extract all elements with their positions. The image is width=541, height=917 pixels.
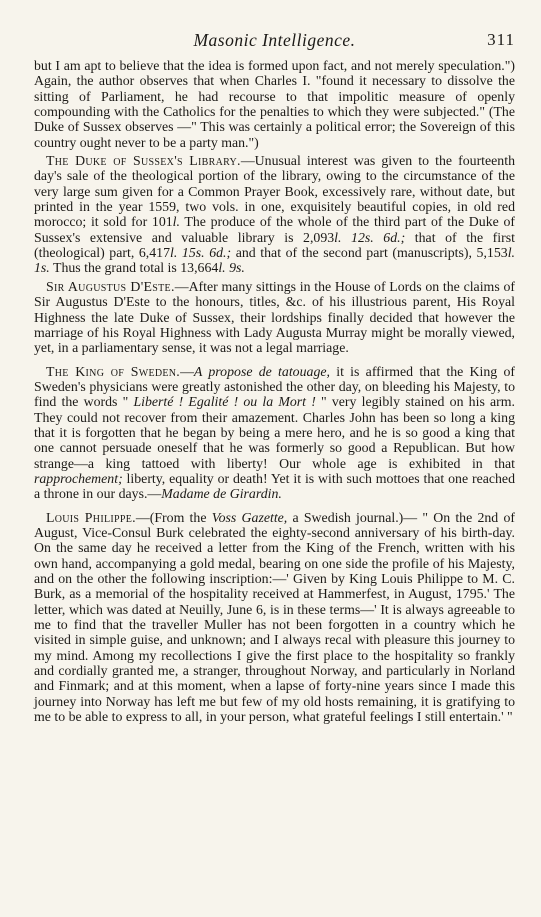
text-run: —Unusual interest was given to the fourteenth day's sale of the theological portion of the library, owing to the circumstance of the very large sum given for a Common Prayer Book, excessively rare, without date, but printed in the year 1559, two vols. in one, exquisitely beautiful copies, in old red morocco; it sold for 101 (34, 153, 516, 230)
article-body (34, 58, 515, 724)
running-title: Masonic Intelligence. (193, 30, 356, 50)
text-run: l. (172, 214, 180, 230)
text-run: A propose de tatouage, (193, 363, 330, 379)
text-run: l. 9s. (218, 260, 245, 276)
text-run: " very legibly stained on his arm. They could not recover from their amazement. Charles John has been so long a king that it is forgotten that he began by being a mere hero, and he is so good a king that one cannot persuade oneself that he was formerly so good a Republican. But how strange—a king tattoed with liberty! Our whole age is exhibited in that (34, 394, 515, 471)
text-run: but I am apt to believe that the idea is formed upon fact, and not merely speculation.") Again, the author observes that when Charles I. "found it necessary to dissolve the sitting of Parliament, he had recourse to that impolitic measure of openly compounding with the Catholics for the penalties to which they were subjected." (The Duke of Sussex observes —" This was certainly a political error; the Sovereign of this country ought never to be a party man.") (34, 58, 515, 150)
text-run: —(From the (135, 509, 212, 525)
text-run: that of the first (theological) part, 6,417 (34, 229, 515, 261)
paragraph-deste (34, 279, 515, 356)
text-run: Voss Gazette, (211, 509, 288, 525)
text-run: it is affirmed that the King of Sweden's physicians were greatly astonished the other day, on bleeding his Majesty, to find the words " (34, 363, 515, 410)
text-run: — (180, 363, 194, 379)
paragraph-continuation (34, 58, 515, 150)
paragraph-louis (34, 510, 515, 725)
text-run: l. 1s. (34, 245, 516, 276)
paragraph-sweden (34, 364, 515, 502)
text-run: Thus the grand total is 13,664 (49, 260, 219, 276)
page-header (34, 30, 515, 52)
text-run: a Swedish journal.)— " On the 2nd of August, Vice-Consul Burk celebrated the eighty-second anniversary of his birth-day. On the same day he received a letter from the King of the French, written with his own hand, accompanying a gold medal, bearing on one side the profile of his Majesty, and on the other the following inscription:—' Given by King Louis Philippe to M. C. Burk, as a memorial of the hospitality received at Hammerfest, in August, 1795.' The letter, which was dated at Neuilly, June 6, is in these terms—' It is always agreeable to me to find that the traveller Muller has not been forgotten in a country which he visited in simple guise, and unknown; and I always recal with pleasure this journey to my mind. Among my recollections I give the first place to the hospitality so frankly and cordially granted me, a stranger, throughout Norway, and particularly in Norland and Finmark; and at this moment, when a lapse of forty-nine years since I made this journey into Norway has left me but few of my old hosts remaining, it is gratifying to me to be able to express to all, in your person, what grateful feelings I still entertain.' " (34, 509, 515, 725)
text-run: The produce of the whole of the third part of the Duke of Sussex's extensive and valuable library is 2,093 (34, 214, 515, 245)
section-heading: The King of Sweden. (46, 363, 181, 379)
text-run: liberty, equality or death! Yet it is with such mottoes that one reached a throne in our days.— (34, 470, 515, 502)
text-run: Madame de Girardin. (161, 486, 282, 502)
text-run: Liberté ! Egalité ! ou la Mort ! (133, 394, 316, 410)
page-number: 311 (487, 30, 515, 49)
section-heading: Louis Philippe. (46, 509, 136, 525)
section-heading: The Duke of Sussex's Library. (46, 153, 241, 169)
text-run: l. 15s. 6d.; (170, 245, 232, 261)
section-heading: Sir Augustus D'Este. (46, 278, 175, 294)
paragraph-library (34, 153, 515, 276)
text-run: l. 12s. 6d.; (334, 229, 406, 245)
text-run: and that of the second part (manuscripts), 5,153 (231, 245, 508, 261)
text-run: —After many sittings in the House of Lords on the claims of Sir Augustus D'Este to the honours, titles, &c. of his illustrious parent, His Royal Highness the late Duke of Sussex, their lordships finally decided that however the marriage of his Royal Highness with Lady Augusta Murray might be morally viewed, yet, in a parliamentary sense, it was not a legal marriage. (34, 278, 515, 356)
text-run: rapprochement; (34, 470, 123, 486)
